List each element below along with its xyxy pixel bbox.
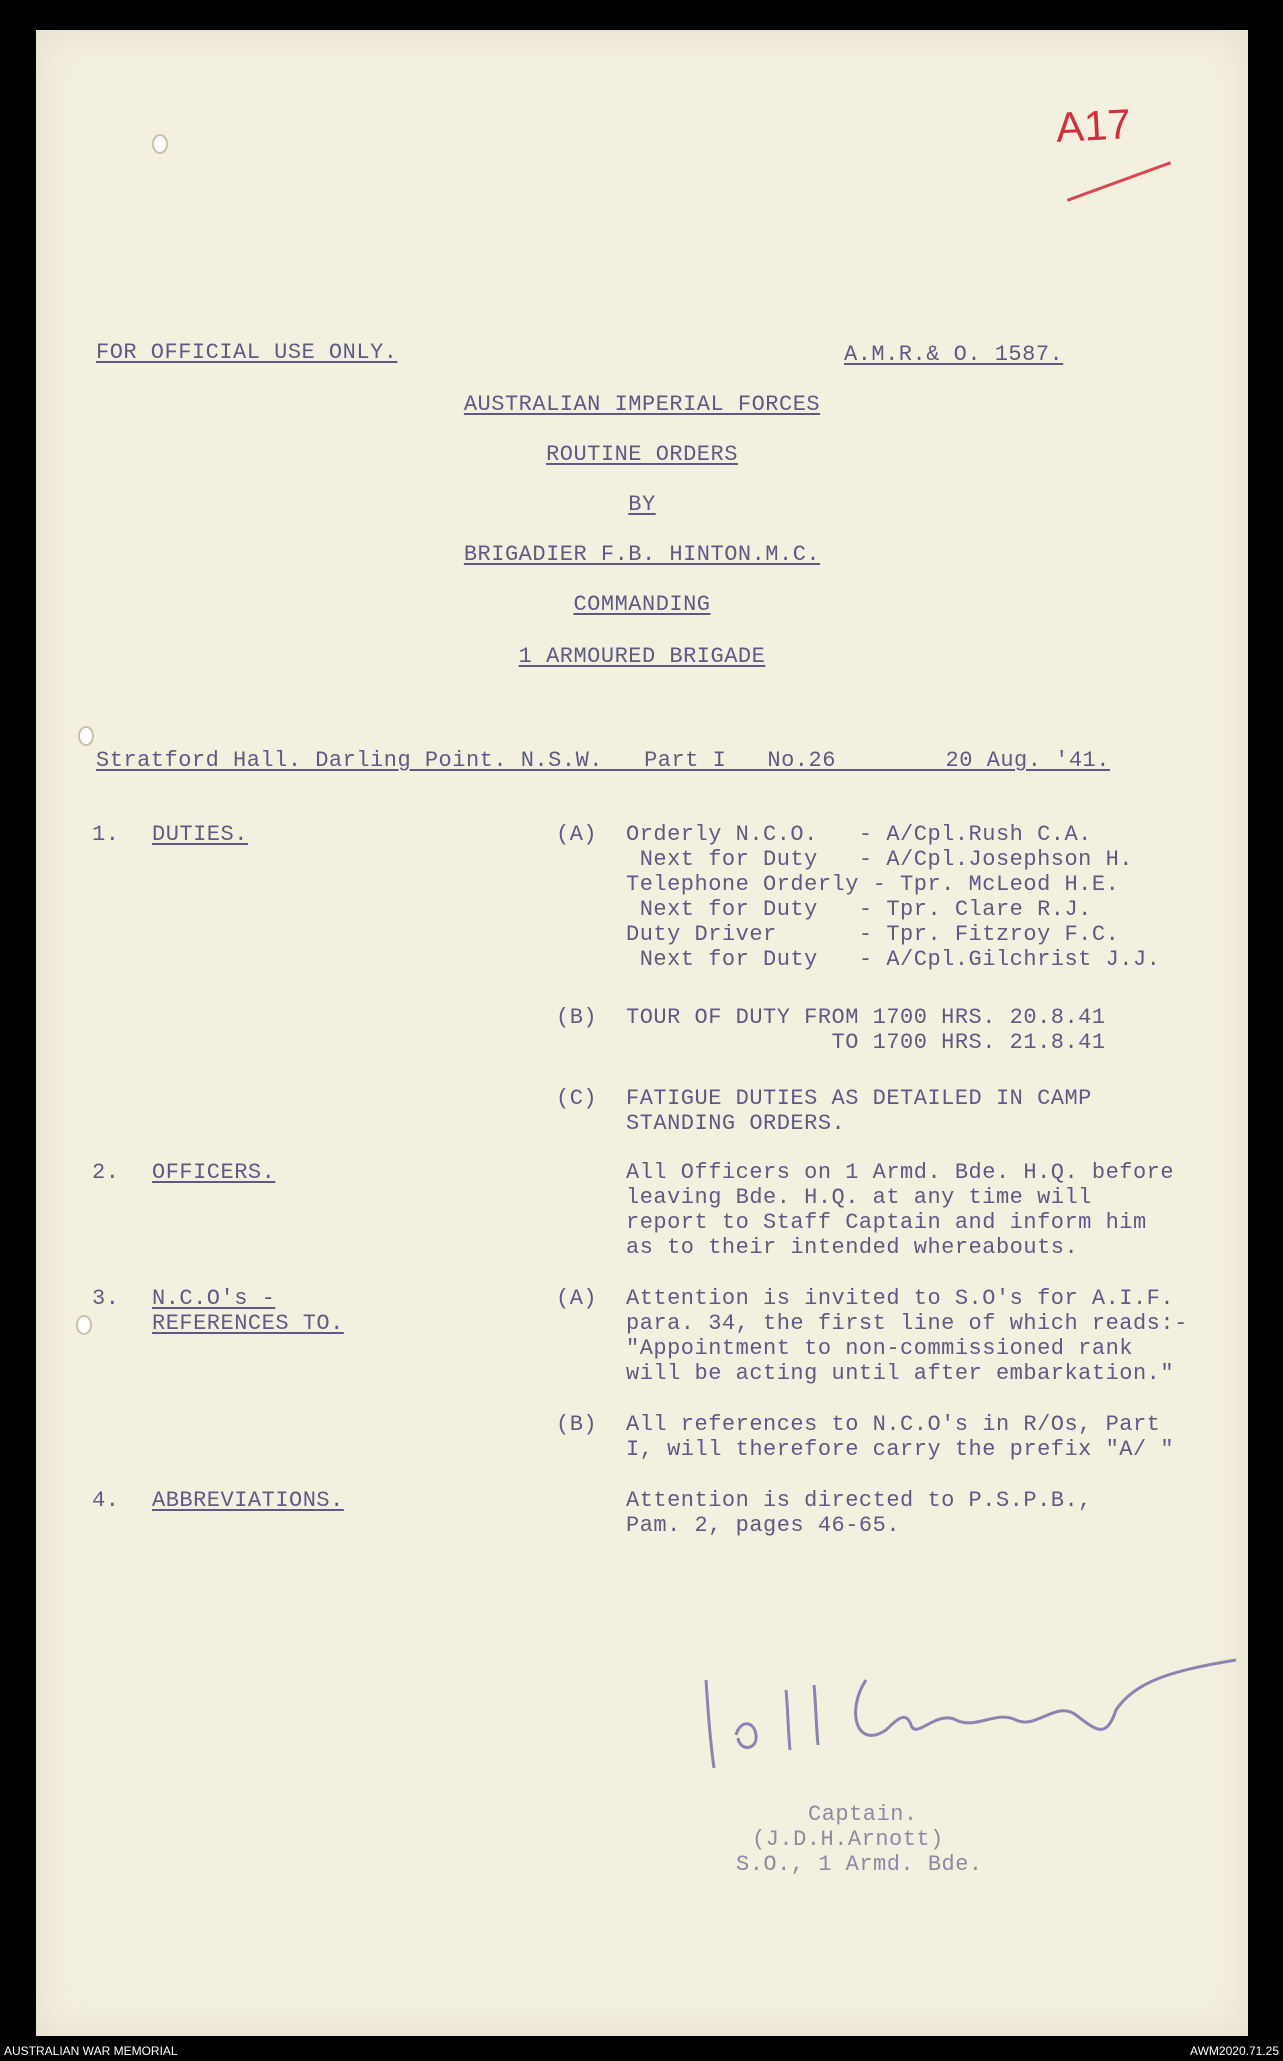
officers-line: leaving Bde. H.Q. at any time will [626,1185,1092,1210]
duty-line: Duty Driver - Tpr. Fitzroy F.C. [626,922,1120,947]
nco-line: Attention is invited to S.O's for A.I.F. [626,1286,1175,1311]
item-title: N.C.O's - [152,1286,276,1311]
item-title: OFFICERS. [152,1160,276,1185]
duty-line: Next for Duty - A/Cpl.Gilchrist J.J. [626,947,1161,972]
title-line: 1 ARMOURED BRIGADE [518,644,766,669]
location-line: Stratford Hall. Darling Point. N.S.W. Part I No.26 20 Aug. '41. [96,748,1110,773]
nco-line: "Appointment to non-commissioned rank [626,1336,1133,1361]
section-label: (C) [556,1086,598,1111]
section-label: (A) [556,1286,598,1311]
duty-line: Orderly N.C.O. - A/Cpl.Rush C.A. [626,822,1092,847]
footer-accession-number: AWM2020.71.25 [1190,2044,1279,2058]
title-line: BY [628,492,656,517]
nco-line: para. 34, the first line of which reads:- [626,1311,1188,1336]
item-number: 2. [92,1160,120,1185]
item-number: 3. [92,1286,120,1311]
classification: FOR OFFICIAL USE ONLY. [96,340,398,365]
item-number: 1. [92,822,120,847]
title-line: AUSTRALIAN IMPERIAL FORCES [463,392,821,417]
section-label: (A) [556,822,598,847]
archive-mark: A17 [1054,100,1132,151]
duty-line: Next for Duty - A/Cpl.Josephson H. [626,847,1133,872]
fatigue-line: FATIGUE DUTIES AS DETAILED IN CAMP [626,1086,1092,1111]
signatory-rank: Captain. [808,1802,918,1827]
signatory-unit: S.O., 1 Armd. Bde. [736,1852,983,1877]
item-number: 4. [92,1488,120,1513]
handwritten-signature [696,1640,1256,1780]
abbreviations-line: Attention is directed to P.S.P.B., [626,1488,1092,1513]
duty-line: Telephone Orderly - Tpr. McLeod H.E. [626,872,1120,897]
nco-line: will be acting until after embarkation." [626,1361,1175,1386]
officers-line: All Officers on 1 Armd. Bde. H.Q. before [626,1160,1175,1185]
archive-mark-stroke [1067,161,1171,201]
section-label: (B) [556,1412,598,1437]
title-line: ROUTINE ORDERS [546,442,738,467]
signatory-name: (J.D.H.Arnott) [752,1827,944,1852]
nco-line: All references to N.C.O's in R/Os, Part [626,1412,1161,1437]
punch-hole [80,728,92,744]
duty-line: Next for Duty - Tpr. Clare R.J. [626,897,1092,922]
punch-hole [154,136,166,152]
reference-number: A.M.R.& O. 1587. [844,342,1064,367]
item-title: ABBREVIATIONS. [152,1488,344,1513]
item-title: DUTIES. [152,822,248,847]
punch-hole [78,1317,90,1333]
tour-of-duty-line: TO 1700 HRS. 21.8.41 [626,1030,1106,1055]
tour-of-duty-line: TOUR OF DUTY FROM 1700 HRS. 20.8.41 [626,1005,1106,1030]
officers-line: as to their intended whereabouts. [626,1235,1079,1260]
document-page [36,30,1248,2036]
abbreviations-line: Pam. 2, pages 46-65. [626,1513,901,1538]
title-line: BRIGADIER F.B. HINTON.M.C. [463,542,821,567]
officers-line: report to Staff Captain and inform him [626,1210,1147,1235]
footer-institution: AUSTRALIAN WAR MEMORIAL [4,2044,178,2058]
item-title: REFERENCES TO. [152,1311,344,1336]
fatigue-line: STANDING ORDERS. [626,1111,846,1136]
nco-line: I, will therefore carry the prefix "A/ " [626,1437,1175,1462]
section-label: (B) [556,1005,598,1030]
title-line: COMMANDING [573,592,711,617]
